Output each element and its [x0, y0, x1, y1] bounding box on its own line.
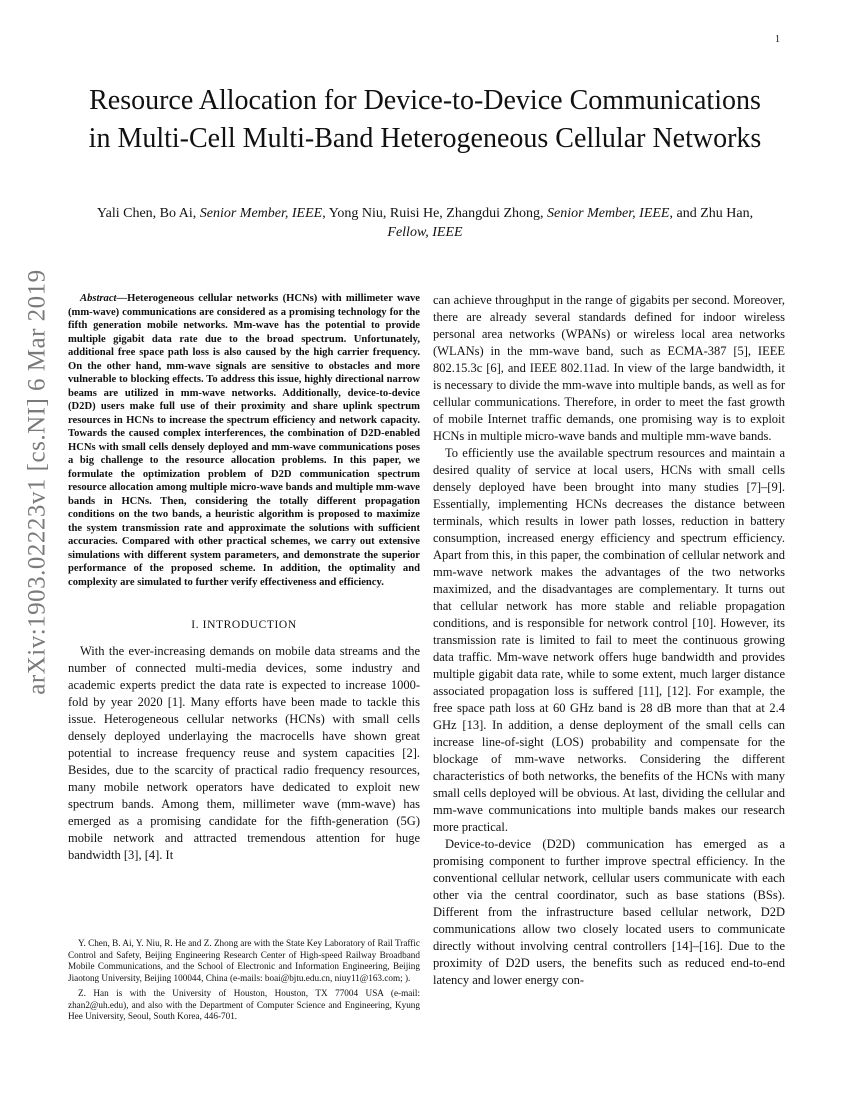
footnote-affiliation-1: Y. Chen, B. Ai, Y. Niu, R. He and Z. Zhong are with the State Key Laboratory of Rail Traffic Control and Safety, Beijing Engineering Research Center of High-speed Railway Broadband Mobile Communications, and the School of Electronic and Information Engineering, Beijing Jiaotong University, Beijing 100044, China (e-mails: boai@bjtu.edu.cn, niuy11@163.com; ).: [68, 938, 420, 983]
member-grade-1: Senior Member, IEEE: [199, 206, 323, 221]
author-names-1: Yali Chen, Bo Ai,: [96, 206, 200, 221]
intro-paragraph-continued: can achieve throughput in the range of gigabits per second. Moreover, there are already several standards defined for indoor wireless personal area networks (WPANs) or wireless local area networks (WLANs) in the mm-wave band, such as ECMA-387 [5], IEEE 802.15.3c [6], and IEEE 802.11ad. In view of the large bandwidth, it is necessary to divide the mm-wave into multiple bands, as well as for cellular communications. Therefore, in order to meet the fast growth of mobile Internet traffic demands, one promising way is to exploit HCNs in multiple micro-wave bands and multiple mm-wave bands.: [433, 293, 785, 443]
section-heading-introduction: I. INTRODUCTION: [191, 619, 297, 631]
abstract-text: —Heterogeneous cellular networks (HCNs) with millimeter wave (mm-wave) communications are considered as a promising technology for the fifth generation mobile networks. Mm-wave has the potential to provide multiple gigabit data rate due to the broad spectrum. Unfortunately, additional free space path loss is also caused by the high carrier frequency. On the other hand, mm-wave signals are sensitive to obstacles and more vulnerable to blocking effects. To address this issue, highly directional narrow beams are utilized in mm-wave networks. Additionally, device-to-device (D2D) users make full use of their proximity and share uplink spectrum resources in HCNs to increase the spectrum efficiency and network capacity. Towards the caused complex interferences, the combination of D2D-enabled HCNs with small cells densely deployed and mm-wave communications poses a big challenge to the resource allocation problems. In this paper, we formulate the optimization problem of D2D communication spectrum resource allocation among multiple micro-wave bands and multiple mm-wave bands in HCNs. Then, considering the totally different propagation conditions on the two bands, a heuristic algorithm is proposed to maximize the system transmission rate and approximate the solutions with sufficient accuracies. Compared with other practical schemes, we carry out extensive simulations with different system parameters, and demonstrate the superior performance of the proposed scheme. In addition, the optimality and complexity are simulated to further verify effectiveness and efficiency.: [68, 293, 420, 588]
footnote-affiliation-2: Z. Han is with the University of Houston, Houston, TX 77004 USA (e-mail: zhan2@uh.edu), and also with the Department of Computer Science and Engineering, Kyung Hee University, Seoul, South Korea, 446-701.: [68, 988, 420, 1021]
intro-paragraph-2: To efficiently use the available spectrum resources and maintain a desired quality of service at local users, HCNs with small cells densely deployed have been brought into many studies [7]–[9]. Essentially, implementing HCNs decreases the distance between terminals, which results in lower path losses, reduction in battery consumption, increased energy efficiency and spectrum efficiency. Apart from this, in this paper, the combination of cellular network and mm-wave network makes the advantages of the two networks maximized, and the disadvantages are complementary. It turns out that cellular network has more stable and reliable propagation conditions, and is responsible for network control [10]. However, its transmission rate is limited to fail to meet the continuous growing data traffic. Mm-wave network offers huge bandwidth and provides multiple gigabit data rate, while to some extent, much larger distance associated propagation loss is suffered [11], [12]. For example, the free space path loss at 60 GHz band is 28 dB more than that at 2.4 GHz [13]. In addition, a dense deployment of the small cells can increase line-of-sight (LOS) probability and compensate for the blockage of mm-wave networks. Considering the different characteristics of both networks, the benefits of the HCNs with many small cells deployed will be obvious. At last, dividing the cellular and mm-wave communications into multiple bands makes our research more practical.: [433, 446, 785, 834]
arxiv-identifier: arXiv:1903.02223v1 [cs.NI] 6 Mar 2019: [24, 269, 51, 695]
member-grade-3: Fellow, IEEE: [387, 225, 463, 240]
intro-paragraph-1: With the ever-increasing demands on mobile data streams and the number of connected multi-media devices, some industry and academic experts predict the data rate is expected to increase 1000-fold by year 2020 [1]. Many efforts have been made to tackle this issue. Heterogeneous cellular networks (HCNs) with small cells densely deployed underlaying the macrocells have shown great potential to increase frequency reuse and system capacities [2]. Besides, due to the scarcity of practical radio frequency resources, many mobile network operators have dedicated to exploit new spectrum bands. Among them, millimeter wave (mm-wave) has emerged as a promising candidate for the fifth-generation (5G) mobile network and attracted tremendous attention for huge bandwidth [3], [4]. It: [68, 644, 420, 862]
right-column: [433, 292, 785, 989]
intro-paragraph-3: Device-to-device (D2D) communication has emerged as a promising component to further improve spectral efficiency. In the conventional cellular network, cellular users communicate with each other via the central coordinator, such as base stations (BSs). Different from the infrastructure based cellular network, D2D communications allow two closely located users to communicate directly without involving central controllers [14]–[16]. Due to the proximity of D2D users, the benefits such as reduced end-to-end latency and lower energy con-: [433, 837, 785, 987]
abstract-label: Abstract: [80, 293, 117, 304]
member-grade-2: Senior Member, IEEE: [547, 206, 670, 221]
page-number: 1: [775, 34, 780, 45]
paper-title: Resource Allocation for Device-to-Device Communications in Multi-Cell Multi-Band Heterogeneous Cellular Networks: [88, 85, 762, 154]
left-column: [68, 292, 420, 864]
affiliation-footnotes: [68, 938, 420, 1023]
author-names-2: , Yong Niu, Ruisi He, Zhangdui Zhong,: [322, 206, 548, 221]
abstract: [68, 292, 420, 589]
author-list: [75, 204, 775, 242]
arxiv-sidebar: [14, 269, 62, 695]
author-names-3: , and Zhu Han,: [669, 206, 754, 221]
